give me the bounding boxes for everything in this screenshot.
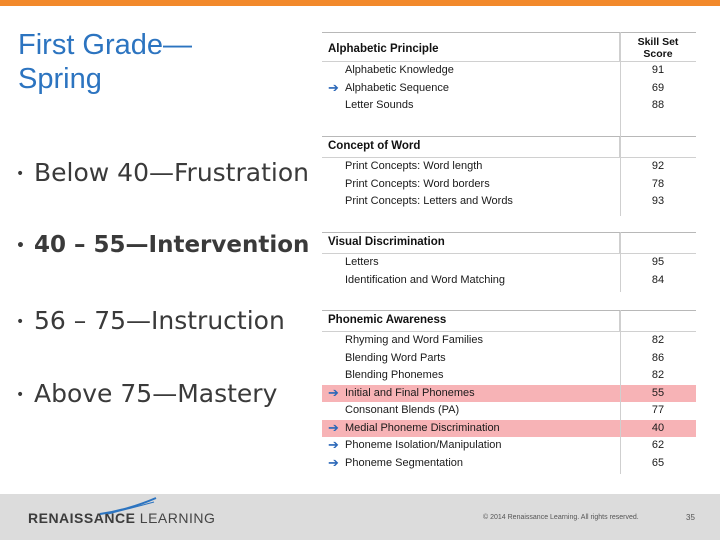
skill-score: 93: [651, 195, 665, 207]
skill-score: 95: [651, 256, 665, 268]
logo-swoosh-icon: [98, 496, 158, 516]
skill-score: 40: [651, 421, 665, 434]
table-row: [322, 402, 696, 420]
table-row: [322, 176, 696, 194]
score-column-line: [620, 310, 621, 474]
title-line-1: First Grade—: [18, 29, 193, 61]
table-row: [322, 350, 696, 368]
skill-score: 88: [651, 99, 665, 111]
arrow-right-icon: ➔: [328, 79, 339, 95]
score-column-divider: [619, 137, 696, 157]
bullet-item: [16, 158, 309, 187]
skill-label: Initial and Final Phonemes: [345, 386, 475, 399]
renaissance-learning-logo: [28, 510, 215, 526]
bullet-dot-icon: •: [16, 237, 25, 254]
table-row: [322, 254, 696, 272]
skill-score: 82: [651, 334, 665, 346]
skill-score: 86: [651, 351, 665, 364]
section-header: [322, 136, 696, 158]
bullet-dot-icon: •: [16, 387, 25, 403]
bullet-dot-icon: •: [16, 166, 25, 182]
skill-score: 65: [651, 456, 665, 469]
table-row: [322, 455, 696, 473]
skill-label: Print Concepts: Letters and Words: [345, 195, 513, 207]
table-row: [322, 158, 696, 176]
skill-score: 77: [651, 404, 665, 416]
section-alphabetic-principle: [322, 32, 696, 115]
skill-label: Blending Phonemes: [345, 369, 444, 381]
top-accent-bar: [0, 0, 720, 6]
skill-label: Letters: [345, 256, 379, 268]
skill-label: Alphabetic Knowledge: [345, 64, 454, 76]
bullet-text: 40 – 55—Intervention: [34, 232, 310, 258]
section-title: Phonemic Awareness: [328, 314, 447, 326]
skill-label: Consonant Blends (PA): [345, 404, 460, 416]
bullet-item: [16, 306, 285, 335]
score-column-divider: [619, 311, 696, 331]
skill-label: Print Concepts: Word length: [345, 160, 483, 172]
skill-label: Print Concepts: Word borders: [345, 177, 490, 190]
bullet-text: Below 40—Frustration: [34, 158, 309, 187]
table-row: [322, 437, 696, 455]
skill-label: Medial Phoneme Discrimination: [345, 421, 500, 434]
arrow-right-icon: ➔: [328, 384, 339, 400]
skill-score: 55: [651, 386, 665, 399]
arrow-right-icon: ➔: [328, 437, 339, 452]
skill-label: Rhyming and Word Families: [345, 334, 483, 346]
skill-score: 84: [651, 273, 665, 286]
slide-title: [18, 28, 192, 96]
bullet-item: [16, 232, 309, 258]
skill-label: Phoneme Isolation/Manipulation: [345, 439, 502, 451]
arrow-right-icon: ➔: [328, 419, 339, 435]
section-phonemic-awareness: [322, 310, 696, 472]
skill-label: Phoneme Segmentation: [345, 456, 464, 469]
bullet-dot-icon: •: [16, 314, 25, 330]
logo-text-1: RENAISSANCE: [28, 510, 136, 526]
bullet-text: 56 – 75—Instruction: [34, 306, 285, 335]
table-row: [322, 332, 696, 350]
page-number: 35: [686, 513, 695, 522]
skill-score: 69: [651, 81, 665, 94]
score-column-divider: [619, 233, 696, 253]
section-header: [322, 232, 696, 254]
section-title: Alphabetic Principle: [328, 43, 439, 55]
table-row-highlighted: [322, 385, 696, 403]
score-column-line: [620, 232, 621, 292]
section-title: Concept of Word: [328, 140, 421, 152]
arrow-right-icon: ➔: [328, 454, 339, 470]
bullet-item: [16, 379, 277, 408]
score-column-divider: [619, 33, 696, 61]
section-visual-discrimination: [322, 232, 696, 289]
skill-label: Letter Sounds: [345, 99, 414, 111]
table-row: [322, 80, 696, 98]
footer-bar: [0, 494, 720, 540]
score-header-line-1: Skill Set: [637, 36, 679, 48]
table-row: [322, 62, 696, 80]
skill-score: 92: [651, 160, 665, 172]
section-header: [322, 32, 696, 62]
skill-score: 78: [651, 177, 665, 190]
score-column-line: [620, 136, 621, 216]
bullet-text: Above 75—Mastery: [34, 379, 278, 408]
table-row: [322, 97, 696, 115]
skill-score: 91: [651, 64, 665, 76]
table-row: [322, 193, 696, 211]
table-row-highlighted: [322, 420, 696, 438]
skill-label: Identification and Word Matching: [345, 273, 505, 286]
skill-label: Blending Word Parts: [345, 351, 446, 364]
skill-label: Alphabetic Sequence: [345, 81, 449, 94]
skill-score: 62: [651, 439, 665, 451]
table-row: [322, 272, 696, 290]
copyright-text: © 2014 Renaissance Learning. All rights reserved.: [483, 514, 639, 521]
score-column-line: [620, 32, 621, 137]
section-concept-of-word: [322, 136, 696, 211]
skill-score: 82: [651, 369, 665, 381]
section-header: [322, 310, 696, 332]
title-line-2: Spring: [18, 63, 102, 95]
table-row: [322, 367, 696, 385]
section-title: Visual Discrimination: [328, 236, 445, 248]
score-header-line-2: Score: [643, 48, 673, 60]
logo-text-2: LEARNING: [139, 510, 216, 526]
